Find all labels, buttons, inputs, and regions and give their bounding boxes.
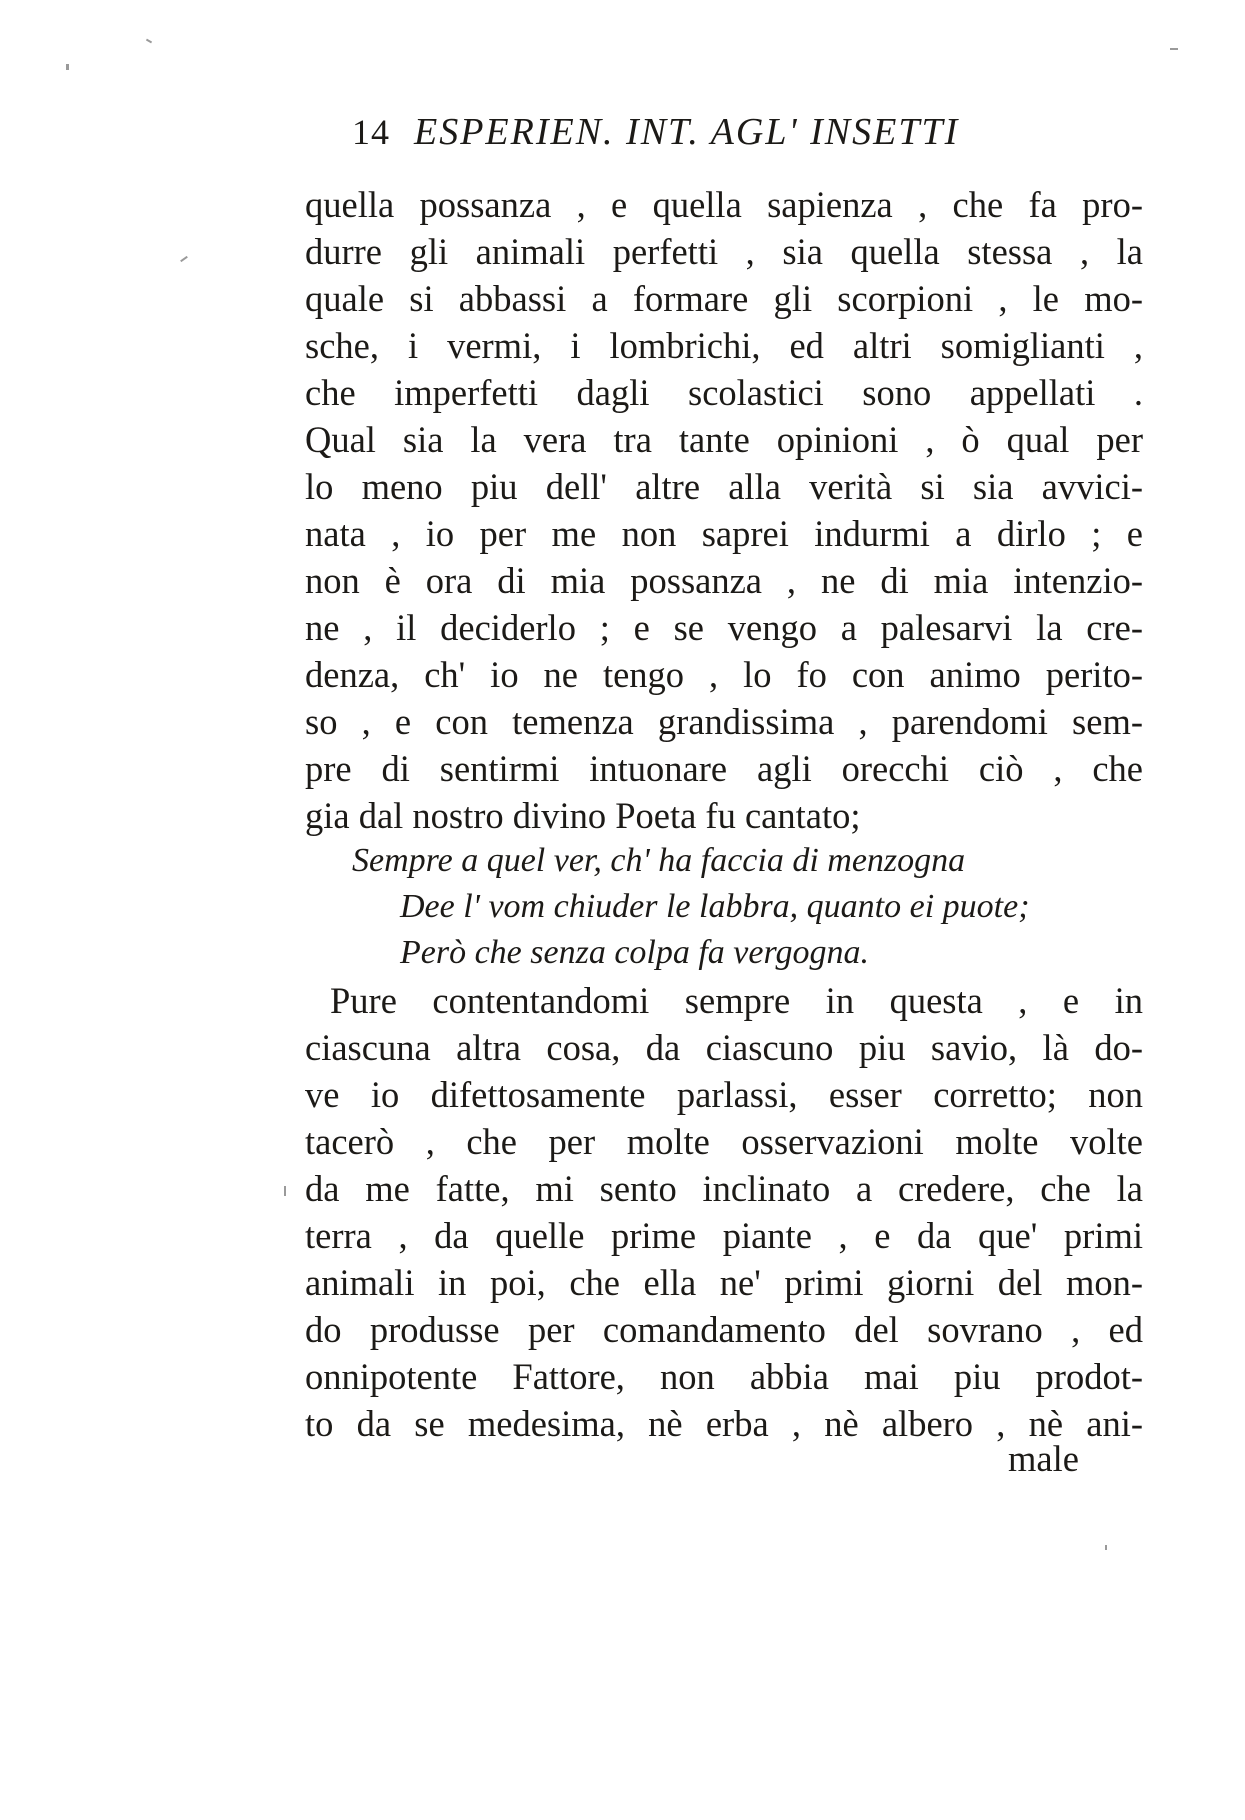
text-line: durre gli animali perfetti , sia quella stessa , la: [305, 231, 1143, 272]
text-line: non è ora di mia possanza , ne di mia intenzio-: [305, 560, 1143, 601]
paper-speck: [1170, 48, 1178, 50]
text-line: Pure contentandomi sempre in questa , e in: [330, 980, 1143, 1021]
page-number: 14: [352, 112, 390, 152]
text-line: ne , il deciderlo ; e se vengo a palesarvi la cre-: [305, 607, 1143, 648]
text-line: so , e con temenza grandissima , parendomi sem-: [305, 701, 1143, 742]
verse-line: Sempre a quel ver, ch' ha faccia di menzogna: [352, 842, 966, 879]
catchword: male: [1008, 1438, 1079, 1479]
text-line: Qual sia la vera tra tante opinioni , ò qual per: [305, 419, 1143, 460]
text-line: do produsse per comandamento del sovrano , ed: [305, 1309, 1143, 1350]
text-line: quella possanza , e quella sapienza , che fa pro-: [305, 184, 1143, 225]
text-line: animali in poi, che ella ne' primi giorni del mon-: [305, 1262, 1143, 1303]
page-header: [352, 110, 1092, 162]
text-line: lo meno piu dell' altre alla verità si sia avvici-: [305, 466, 1143, 507]
text-line: gia dal nostro divino Poeta fu cantato;: [305, 795, 861, 836]
paper-speck: [66, 64, 69, 70]
paper-speck: [180, 256, 188, 262]
verse-line: Dee l' vom chiuder le labbra, quanto ei puote;: [400, 888, 1030, 925]
text-line: tacerò , che per molte osservazioni molte volte: [305, 1121, 1143, 1162]
paper-speck: [1105, 1545, 1107, 1550]
text-line: da me fatte, mi sento inclinato a credere, che la: [305, 1168, 1143, 1209]
text-line: sche, i vermi, i lombrichi, ed altri somiglianti ,: [305, 325, 1143, 366]
text-line: pre di sentirmi intuonare agli orecchi ciò , che: [305, 748, 1143, 789]
text-line: to da se medesima, nè erba , nè albero , nè ani-: [305, 1403, 1143, 1444]
text-line: denza, ch' io ne tengo , lo fo con animo perito-: [305, 654, 1143, 695]
text-line: onnipotente Fattore, non abbia mai piu prodot-: [305, 1356, 1143, 1397]
text-line: che imperfetti dagli scolastici sono appellati .: [305, 372, 1143, 413]
verse-line: Però che senza colpa fa vergogna.: [400, 934, 869, 971]
text-line: terra , da quelle prime piante , e da que' primi: [305, 1215, 1143, 1256]
running-head: ESPERIEN. INT. AGL' INSETTI: [414, 111, 960, 153]
text-line: quale si abbassi a formare gli scorpioni , le mo-: [305, 278, 1143, 319]
paper-speck: [284, 1186, 286, 1196]
text-line: ve io difettosamente parlassi, esser corretto; non: [305, 1074, 1143, 1115]
text-line: nata , io per me non saprei indurmi a dirlo ; e: [305, 513, 1143, 554]
text-line: ciascuna altra cosa, da ciascuno piu savio, là do-: [305, 1027, 1143, 1068]
paper-speck: [146, 39, 152, 44]
